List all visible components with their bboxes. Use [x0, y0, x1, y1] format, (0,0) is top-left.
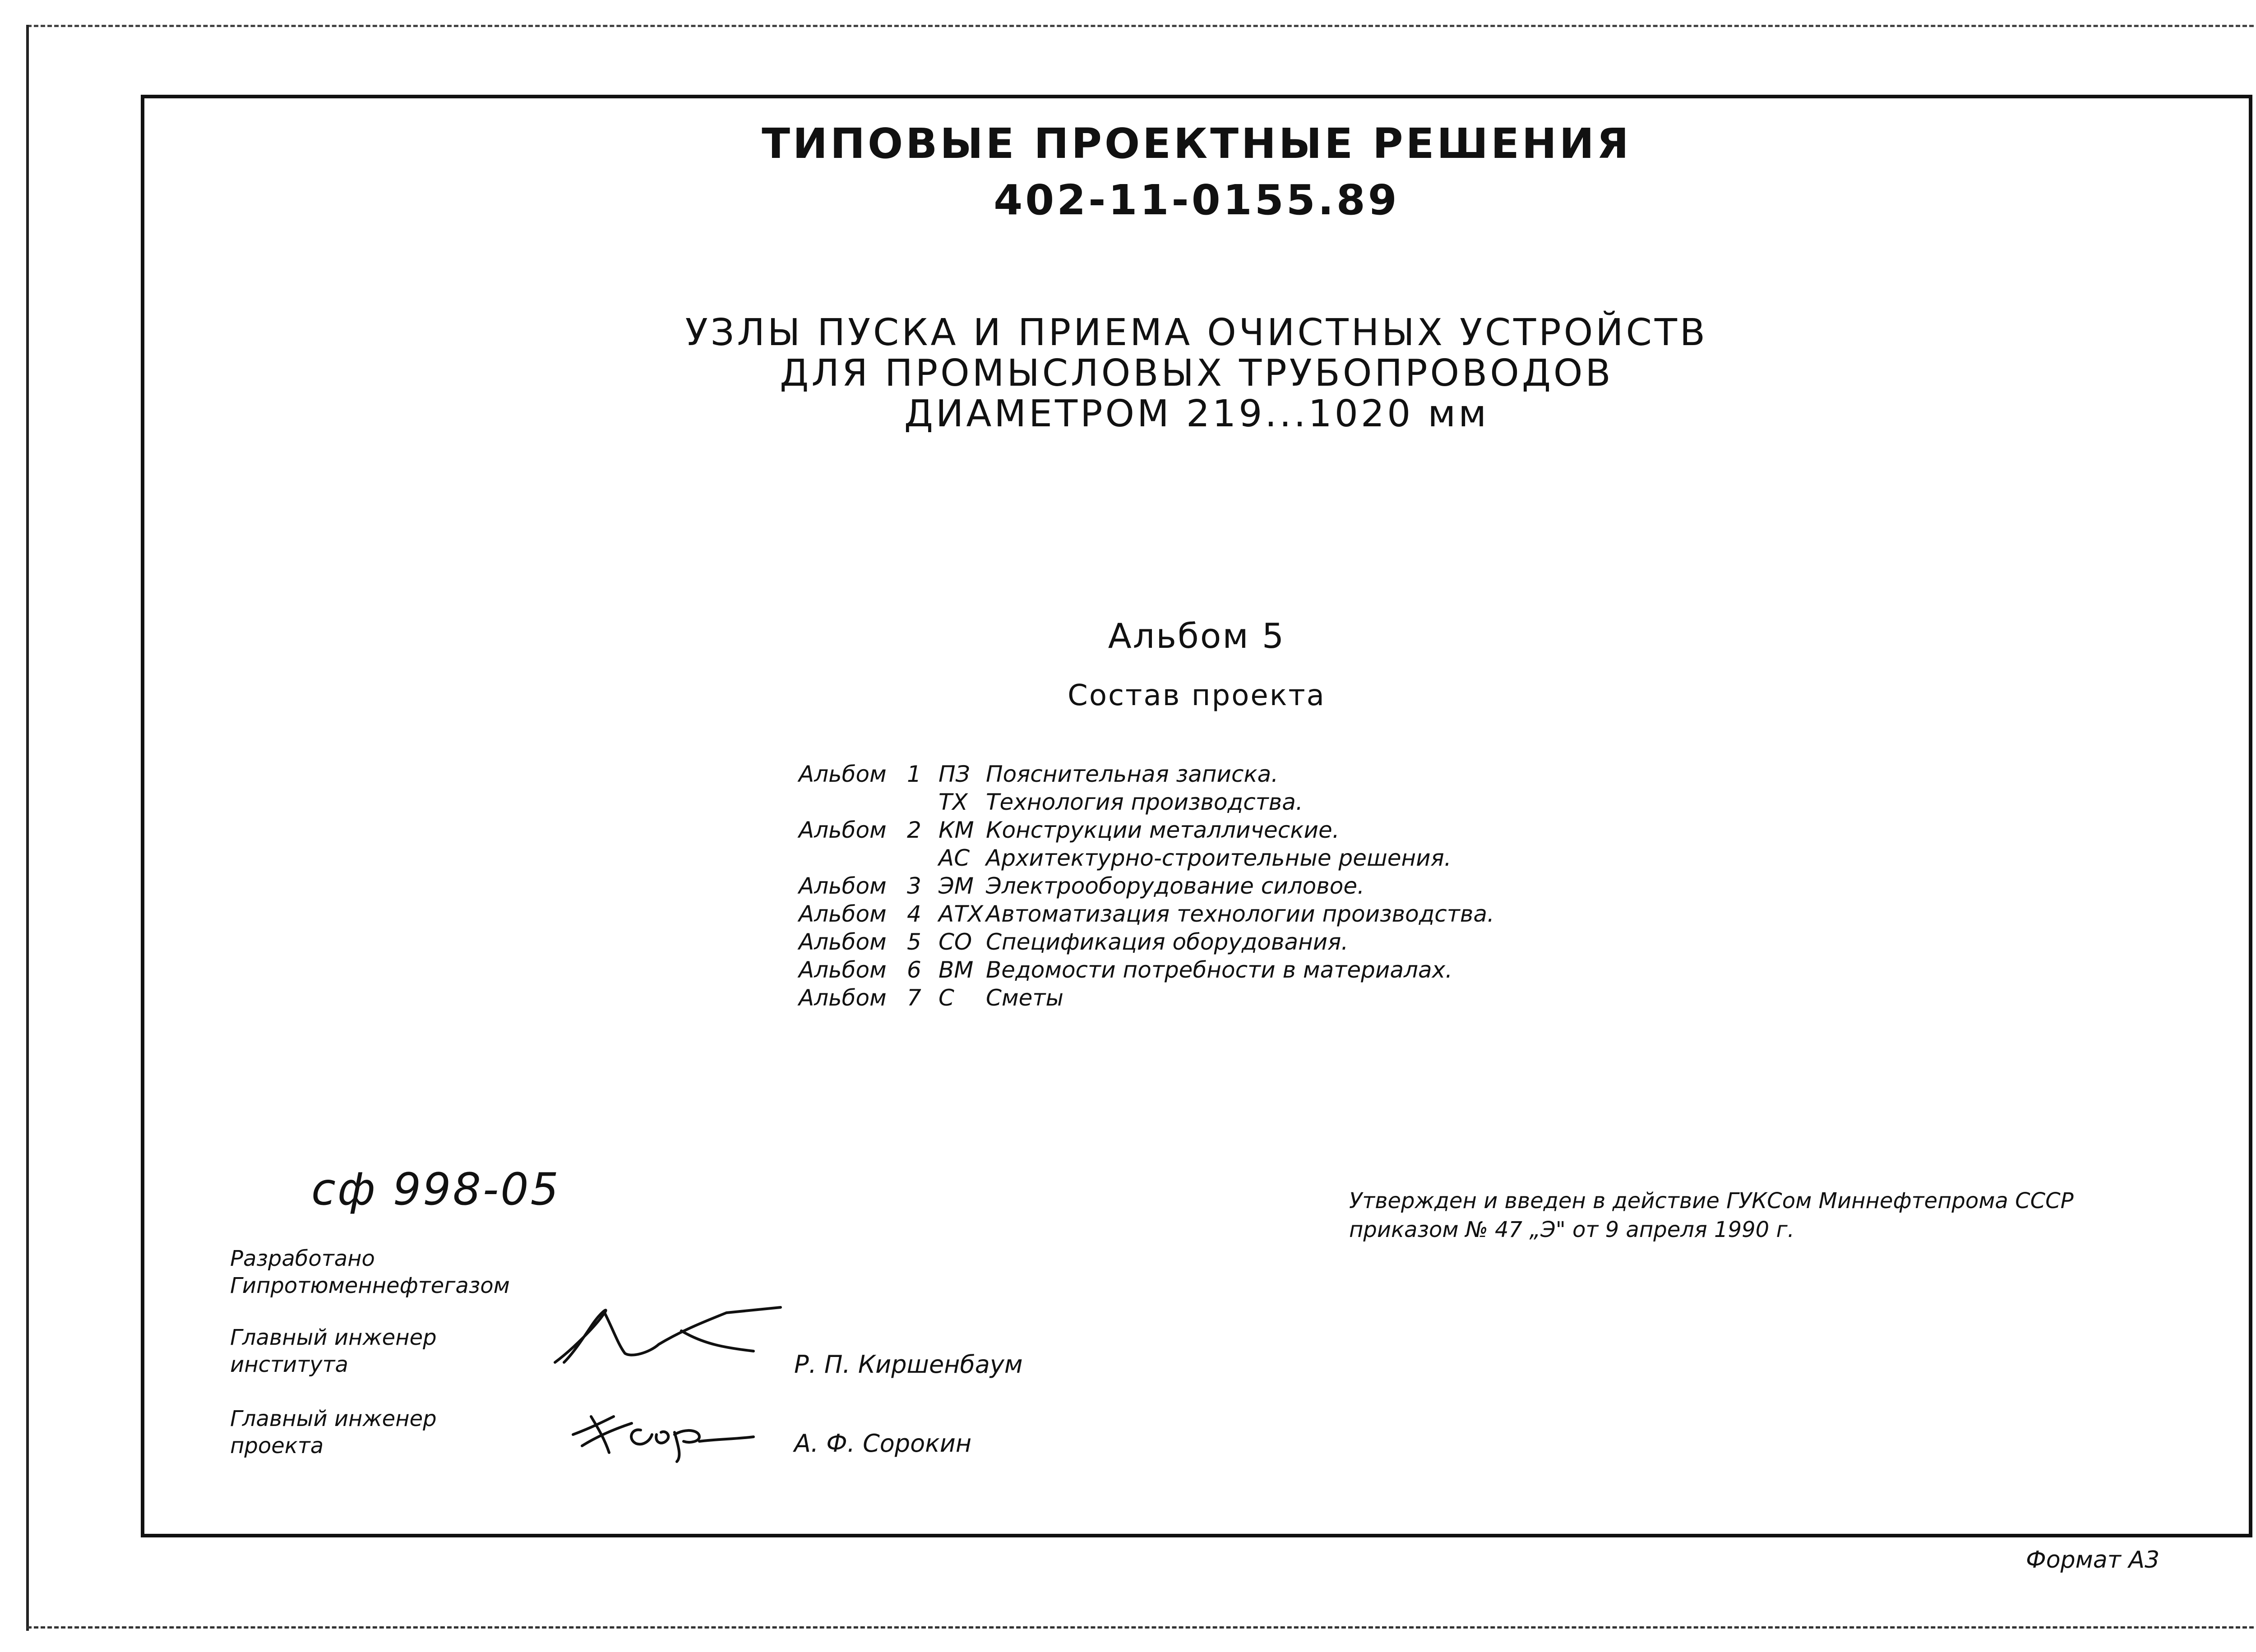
sheet-edge-left — [26, 25, 29, 1631]
album-description: Ведомости потребности в материалах. — [986, 957, 1453, 983]
album-row — [799, 928, 1494, 956]
chief-project-title-line-2: проекта — [230, 1433, 324, 1458]
developed-label: Разработано — [230, 1246, 375, 1271]
album-description: Автоматизация технологии производства. — [986, 901, 1494, 927]
chief-engineer-project — [230, 1405, 437, 1459]
album-code: ВМ — [938, 957, 974, 983]
album-title: Альбом 5 — [1108, 616, 1285, 656]
chief-project-title-line-1: Главный инженер — [230, 1406, 437, 1431]
approval-line-2: приказом № 47 „Э" от 9 апреля 1990 г. — [1349, 1217, 1794, 1242]
signature-chief-institute — [546, 1295, 799, 1376]
album-description: Конструкции металлические. — [986, 817, 1340, 843]
album-row — [799, 844, 1494, 872]
album-number — [907, 788, 938, 816]
album-number: 2 — [907, 817, 921, 843]
sheet-edge-bottom — [27, 1626, 2256, 1629]
album-number — [907, 844, 938, 872]
album-number: 7 — [907, 985, 921, 1011]
subject-line-3: ДИАМЕТРОМ 219...1020 мм — [904, 392, 1489, 435]
album-label: Альбом — [799, 929, 887, 955]
album-code: КМ — [938, 817, 974, 843]
album-list — [799, 760, 1494, 1012]
approval-line-1: Утвержден и введен в действие ГУКСом Миннефтепрома СССР — [1349, 1188, 2074, 1214]
album-row — [799, 900, 1494, 928]
album-row — [799, 984, 1494, 1012]
album-label: Альбом — [799, 873, 887, 899]
album-description: Сметы — [986, 985, 1063, 1011]
album-label: Альбом — [799, 817, 887, 843]
album-label: Альбом — [799, 985, 887, 1011]
document-title: ТИПОВЫЕ ПРОЕКТНЫЕ РЕШЕНИЯ — [762, 120, 1632, 168]
album-code: ТХ — [938, 789, 968, 815]
album-label — [799, 788, 907, 816]
album-row — [799, 872, 1494, 900]
album-number: 5 — [907, 929, 921, 955]
album-code: СО — [938, 929, 972, 955]
album-label: Альбом — [799, 957, 887, 983]
developed-by — [230, 1245, 510, 1299]
album-code: ПЗ — [938, 761, 970, 787]
album-description: Электрооборудование силовое. — [986, 873, 1364, 899]
album-code: С — [938, 985, 954, 1011]
album-label: Альбом — [799, 761, 887, 787]
chief-engineer-institute — [230, 1324, 437, 1378]
chief-institute-title-line-1: Главный инженер — [230, 1325, 437, 1350]
album-label — [799, 844, 907, 872]
sheet-format: Формат А3 — [2026, 1546, 2160, 1574]
album-row — [799, 816, 1494, 844]
album-description: Спецификация оборудования. — [986, 929, 1349, 955]
chief-project-name: А. Ф. Сорокин — [794, 1429, 972, 1458]
album-row — [799, 956, 1494, 984]
album-number: 1 — [907, 761, 921, 787]
album-label: Альбом — [799, 901, 887, 927]
approval-note — [1349, 1186, 2074, 1244]
album-row — [799, 760, 1494, 788]
subject-line-2: ДЛЯ ПРОМЫСЛОВЫХ ТРУБОПРОВОДОВ — [780, 352, 1613, 395]
album-code: АТХ — [938, 901, 983, 927]
composition-title: Состав проекта — [1068, 679, 1326, 712]
album-code: ЭМ — [938, 873, 974, 899]
chief-institute-title-line-2: института — [230, 1352, 348, 1377]
album-code: АС — [938, 845, 970, 871]
album-row — [799, 788, 1494, 816]
document-code: 402-11-0155.89 — [994, 176, 1400, 224]
subject-line-1: УЗЛЫ ПУСКА И ПРИЕМА ОЧИСТНЫХ УСТРОЙСТВ — [685, 311, 1708, 354]
developed-organization: Гипротюменнефтегазом — [230, 1273, 510, 1298]
chief-institute-name: Р. П. Киршенбаум — [794, 1350, 1023, 1379]
album-description: Архитектурно-строительные решения. — [986, 845, 1452, 871]
album-number: 6 — [907, 957, 921, 983]
album-number: 3 — [907, 873, 921, 899]
album-number: 4 — [907, 901, 921, 927]
signature-chief-project — [564, 1403, 763, 1466]
album-description: Пояснительная записка. — [986, 761, 1279, 787]
sheet-edge-top — [27, 25, 2256, 27]
inventory-stamp-code: сф 998-05 — [311, 1164, 560, 1215]
album-description: Технология производства. — [986, 789, 1303, 815]
